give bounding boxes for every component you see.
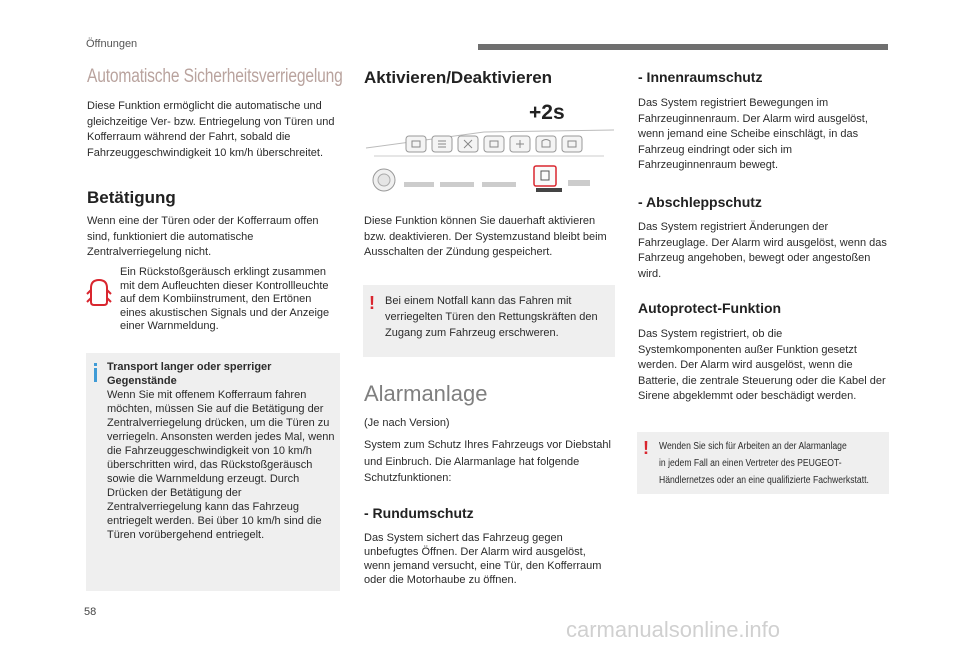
info-title: Transport langer oder sperriger Gegenstände: [107, 361, 272, 387]
info-icon-dot: [94, 363, 97, 366]
betaetigung-paragraph: Wenn eine der Türen oder der Kofferraum offen sind, funktioniert die automatische Zentralverriegelung nicht.: [87, 215, 319, 258]
workshop-warning-line-3: Händlernetzes oder an eine qualifizierte Fachwerkstatt.: [659, 475, 869, 486]
watermark: carmanualsonline.info: [566, 617, 781, 642]
info-icon: [94, 368, 97, 382]
workshop-warning-line-2: in jedem Fall an einen Vertreter des PEUGEOT-: [659, 458, 842, 469]
heading-autoprotect: Autoprotect-Funktion: [638, 300, 782, 316]
intro-paragraph: Diese Funktion ermöglicht die automatische und gleichzeitige Ver- bzw. Entriegelung von Türen und Kofferraum während der Fahrt, sobald die Fahrzeuggeschwindigkeit 10 km/h überschreitet.: [87, 100, 335, 159]
workshop-warning-line-1: Wenden Sie sich für Arbeiten an der Alarmanlage: [659, 441, 847, 452]
warning-lamp-paragraph: Ein Rückstoßgeräusch erklingt zusammen mit dem Aufleuchten dieser Kontrollleuchte auf dem Kombiinstrument, den Ertönen eines akustischen Signals und der Anzeige einer Warnmeldung.: [120, 266, 330, 332]
warning-icon-right: !: [643, 438, 649, 458]
hold-duration-label: +2s: [529, 101, 565, 124]
innenraumschutz-paragraph: Das System registriert Bewegungen im Fahrzeuginnenraum. Der Alarm wird ausgelöst, wenn jemand eine Scheibe einschlägt, in das Fahrzeug eindringt oder sich im Fahrzeuginnenraum bewegt.: [638, 97, 868, 171]
heading-betaetigung: Betätigung: [87, 188, 176, 207]
heading-rundumschutz: - Rundumschutz: [364, 505, 474, 521]
abschleppschutz-paragraph: Das System registriert Änderungen der Fahrzeuglage. Der Alarm wird ausgelöst, wenn das Fahrzeug angehoben, bewegt oder angestoßen wird.: [638, 221, 887, 280]
emergency-warning-text: Bei einem Notfall kann das Fahren mit verriegelten Türen den Rettungskräften den Zugang zum Fahrzeug erschweren.: [385, 295, 598, 339]
door-open-warning-icon: [86, 276, 112, 308]
heading-abschleppschutz: - Abschleppschutz: [638, 194, 762, 210]
alarm-paragraph: System zum Schutz Ihres Fahrzeugs vor Diebstahl und Einbruch. Die Alarmanlage hat folgende Schutzfunktionen:: [364, 439, 611, 484]
workshop-warning-text: [659, 438, 869, 489]
rundumschutz-paragraph: Das System sichert das Fahrzeug gegen unbefugtes Öffnen. Der Alarm wird ausgelöst, wenn jemand versucht, eine Tür, den Kofferraum oder die Motorhaube zu öffnen.: [364, 532, 602, 586]
version-note: (Je nach Version): [364, 417, 450, 429]
page-number: 58: [84, 606, 97, 618]
heading-innenraumschutz: - Innenraumschutz: [638, 69, 763, 85]
switch-panel-illustration: [364, 126, 616, 198]
heading-alarmanlage: Alarmanlage: [364, 381, 488, 406]
warning-icon: !: [369, 293, 375, 313]
autoprotect-paragraph: Das System registriert, ob die Systemkomponenten außer Funktion gesetzt werden. Der Alarm wird ausgelöst, wenn die Batterie, die zentrale Steuerung oder die Kabel der Sirene abgeklemmt oder beschädigt werden.: [638, 328, 886, 402]
header-bar: [478, 44, 888, 50]
info-text: Wenn Sie mit offenem Kofferraum fahren möchten, müssen Sie auf die Betätigung der Zentralverriegelung drücken, um die Türen zu verriegeln. Ansonsten werden jedes Mal, wenn die Fahrzeuggeschwindigkeit von 10 km/h überschritten wird, das Rückstoßgeräusch sowie die Warnmeldung erzeugt. Durch Drücken der Betätigung der Zentralverriegelung kann das Fahrzeug entriegelt werden. Bei über 10 km/h sind die Türen vorübergehend entriegelt.: [107, 389, 335, 541]
section-label: Öffnungen: [86, 38, 138, 50]
page-title: Automatische Sicherheitsverriegelung: [87, 66, 343, 87]
heading-aktivieren: Aktivieren/Deaktivieren: [364, 68, 553, 87]
aktivieren-paragraph: Diese Funktion können Sie dauerhaft aktivieren bzw. deaktivieren. Der Systemzustand bleibt beim Ausschalten der Zündung gespeichert.: [364, 215, 607, 258]
